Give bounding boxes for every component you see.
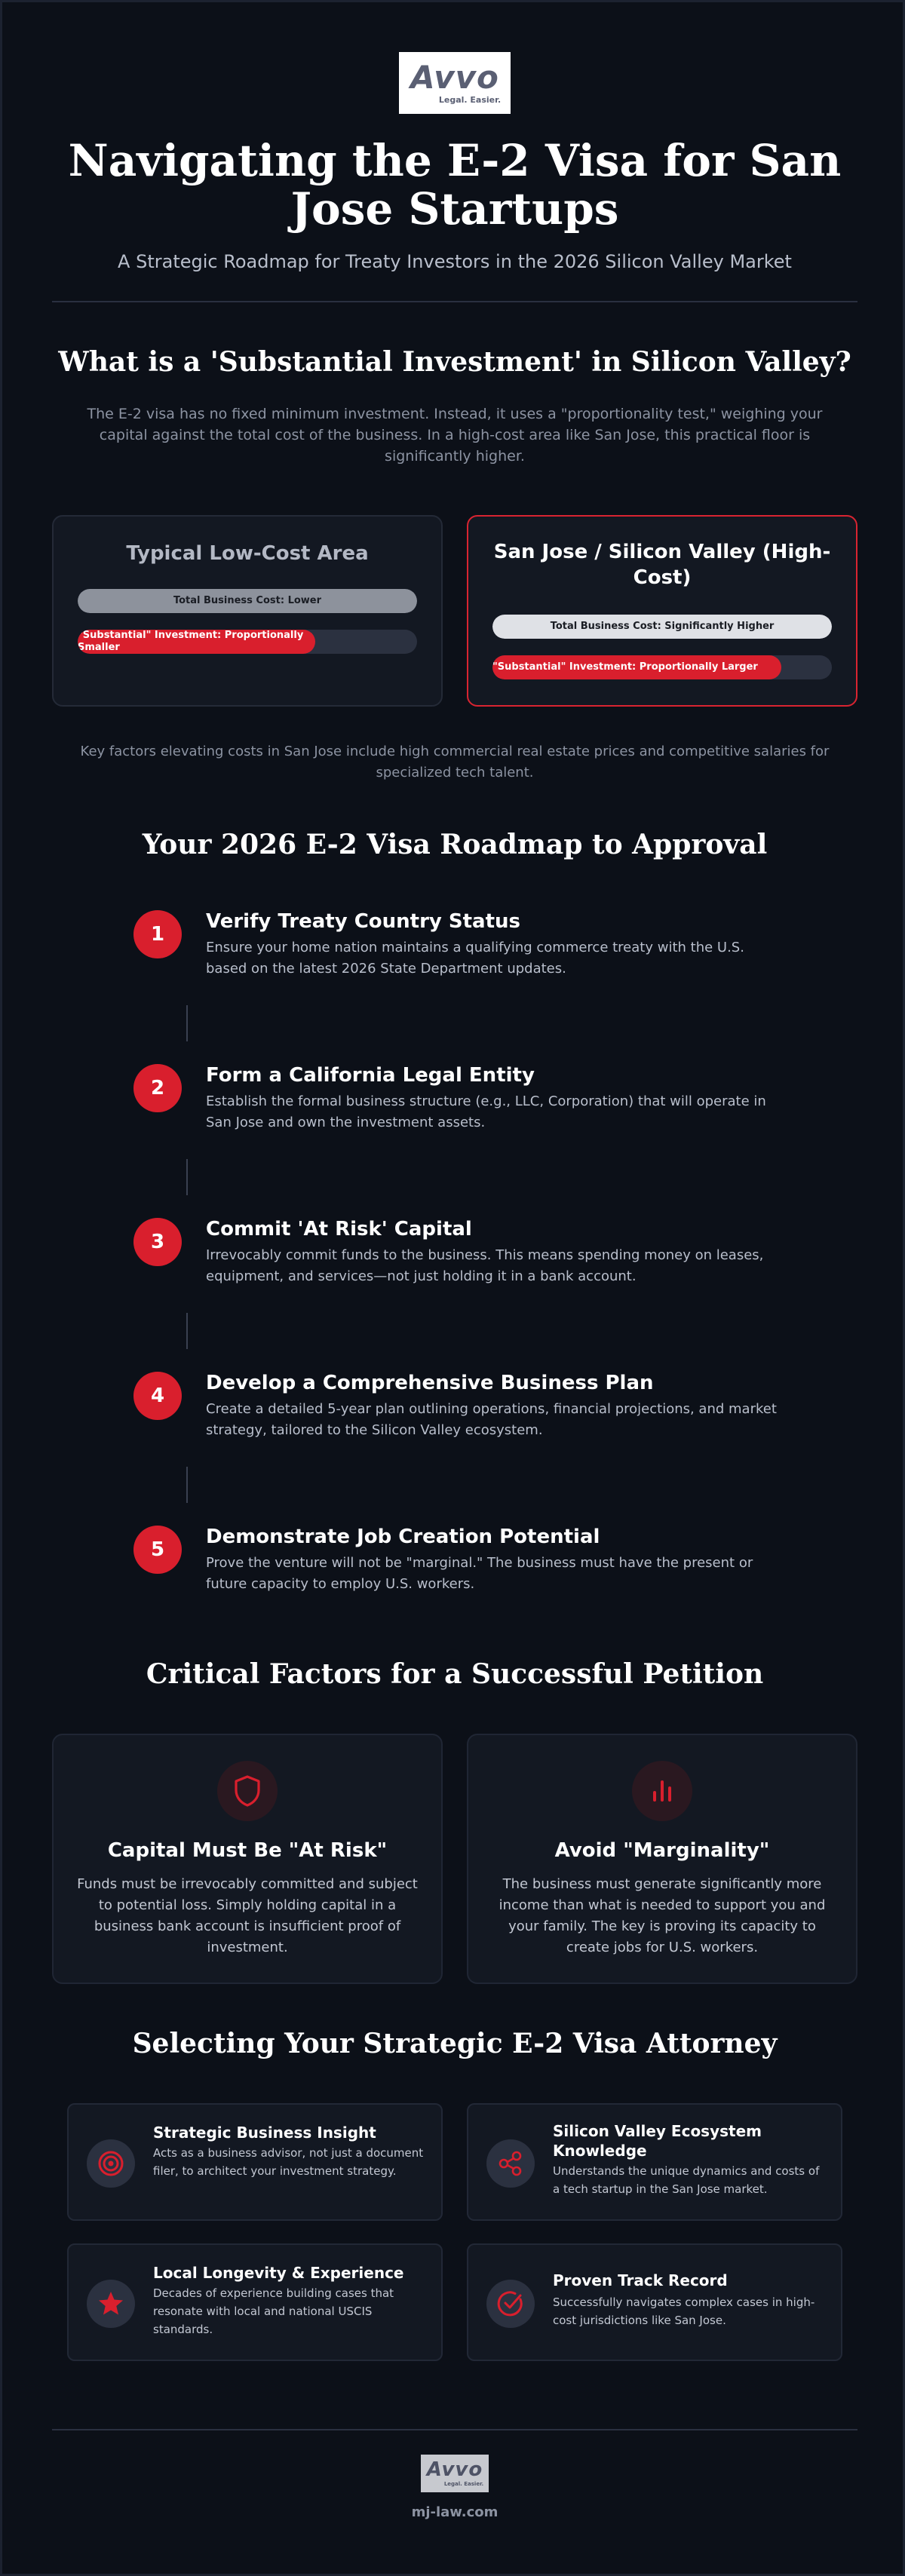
logo-wordmark: Avvo — [410, 58, 499, 96]
logo-tagline: Legal. Easier. — [438, 94, 502, 105]
share-network-icon — [486, 2139, 535, 2188]
total-cost-bar — [78, 589, 417, 613]
avvo-logo[interactable] — [399, 52, 511, 114]
attorney-section-title: Selecting Your Strategic E-2 Visa Attorney — [132, 2028, 778, 2059]
target-icon — [87, 2139, 135, 2188]
factor-title: Avoid "Marginality" — [554, 1839, 770, 1862]
factor-card-marginality — [467, 1734, 857, 1984]
attorney-card-desc: Acts as a business advisor, not just a document filer, to architect your investment strategy. — [153, 2146, 424, 2178]
factor-desc: The business must generate significantly more income than what is needed to support you and your family. The key is proving its capacity to create jobs for U.S. workers. — [499, 1876, 826, 1955]
step-desc-2: Establish the formal business structure (e.g., LLC, Corporation) that will operate in San Jose and own the investment assets. — [206, 1093, 766, 1130]
step-title-1: Verify Treaty Country Status — [206, 910, 521, 933]
bar-chart-icon — [632, 1761, 692, 1821]
header-divider — [52, 301, 857, 302]
check-circle-icon — [486, 2280, 535, 2328]
footer-website-link[interactable]: mj-law.com — [411, 2504, 499, 2520]
factor-title: Capital Must Be "At Risk" — [107, 1839, 388, 1862]
logo-wordmark: Avvo — [426, 2458, 483, 2481]
comparison-card-san-jose — [467, 515, 857, 707]
shield-icon — [217, 1761, 278, 1821]
step-connector — [186, 1467, 188, 1503]
total-cost-bar-fill: Total Business Cost: Significantly Higher — [492, 615, 832, 639]
card-title: San Jose / Silicon Valley (High-Cost) — [493, 541, 831, 589]
roadmap-section-title: Your 2026 E-2 Visa Roadmap to Approval — [142, 829, 768, 860]
attorney-card-desc: Decades of experience building cases that resonate with local and national USCIS standards. — [153, 2286, 394, 2336]
page-title: Navigating the E-2 Visa for San Jose Startups — [68, 135, 842, 235]
attorney-card-business-insight — [67, 2103, 443, 2221]
step-desc-4: Create a detailed 5-year plan outlining operations, financial projections, and market strategy, tailored to the Silicon Valley ecosystem. — [206, 1401, 777, 1438]
comparison-card-low-cost — [52, 515, 443, 707]
star-icon — [87, 2280, 135, 2328]
step-number-5: 5 — [133, 1526, 182, 1574]
logo-tagline: Legal. Easier. — [443, 2481, 484, 2487]
attorney-card-desc: Successfully navigates complex cases in high-cost jurisdictions like San Jose. — [553, 2295, 815, 2327]
attorney-card-desc: Understands the unique dynamics and costs of a tech startup in the San Jose market. — [553, 2164, 820, 2196]
investment-bar-fill: "Substantial" Investment: Proportionally Smaller — [78, 630, 315, 654]
attorney-card-title: Silicon Valley Ecosystem Knowledge — [553, 2122, 762, 2160]
step-number-1: 1 — [133, 910, 182, 958]
step-desc-3: Irrevocably commit funds to the business. This means spending money on leases, equipment, and services—not just holding it in a bank account. — [206, 1247, 764, 1284]
cost-factors-note: Key factors elevating costs in San Jose include high commercial real estate prices and competitive salaries for specialized tech talent. — [80, 744, 830, 780]
attorney-card-ecosystem — [467, 2103, 842, 2221]
step-title-2: Form a California Legal Entity — [206, 1064, 535, 1087]
step-number-3: 3 — [133, 1218, 182, 1266]
investment-bar — [492, 655, 832, 679]
investment-bar-fill: "Substantial" Investment: Proportionally Larger — [492, 655, 781, 679]
factors-section-title: Critical Factors for a Successful Petition — [146, 1658, 764, 1690]
step-connector — [186, 1313, 188, 1349]
factor-desc: Funds must be irrevocably committed and subject to potential loss. Simply holding capital in a business bank account is insufficient proof of investment. — [77, 1876, 418, 1955]
factor-card-at-risk — [52, 1734, 443, 1984]
total-cost-bar-fill: Total Business Cost: Lower — [78, 589, 417, 613]
step-connector — [186, 1005, 188, 1041]
attorney-card-longevity — [67, 2243, 443, 2361]
step-connector — [186, 1159, 188, 1195]
page-subtitle: A Strategic Roadmap for Treaty Investors in the 2026 Silicon Valley Market — [118, 251, 792, 272]
step-title-4: Develop a Comprehensive Business Plan — [206, 1372, 654, 1394]
investment-section-title: What is a 'Substantial Investment' in Silicon Valley? — [58, 346, 851, 378]
step-desc-1: Ensure your home nation maintains a qualifying commerce treaty with the U.S. based on the latest 2026 State Department updates. — [206, 940, 744, 977]
attorney-card-title: Strategic Business Insight — [153, 2124, 376, 2142]
card-title: Typical Low-Cost Area — [126, 542, 369, 565]
step-number-4: 4 — [133, 1372, 182, 1420]
attorney-card-track-record — [467, 2243, 842, 2361]
attorney-card-title: Proven Track Record — [553, 2271, 728, 2289]
investment-intro: The E-2 visa has no fixed minimum investment. Instead, it uses a "proportionality test," weighing your capital against the total cost of the business. In a high-cost area like San Jose, this practical floor is significantly higher. — [87, 406, 823, 465]
footer-avvo-logo[interactable] — [421, 2455, 489, 2492]
investment-bar — [78, 630, 417, 654]
footer-divider — [52, 2429, 857, 2430]
step-desc-5: Prove the venture will not be "marginal." The business must have the present or future capacity to employ U.S. workers. — [206, 1555, 753, 1592]
total-cost-bar — [492, 615, 832, 639]
step-title-3: Commit 'At Risk' Capital — [206, 1218, 472, 1240]
step-number-2: 2 — [133, 1064, 182, 1112]
step-title-5: Demonstrate Job Creation Potential — [206, 1526, 600, 1548]
attorney-card-title: Local Longevity & Experience — [153, 2264, 404, 2282]
